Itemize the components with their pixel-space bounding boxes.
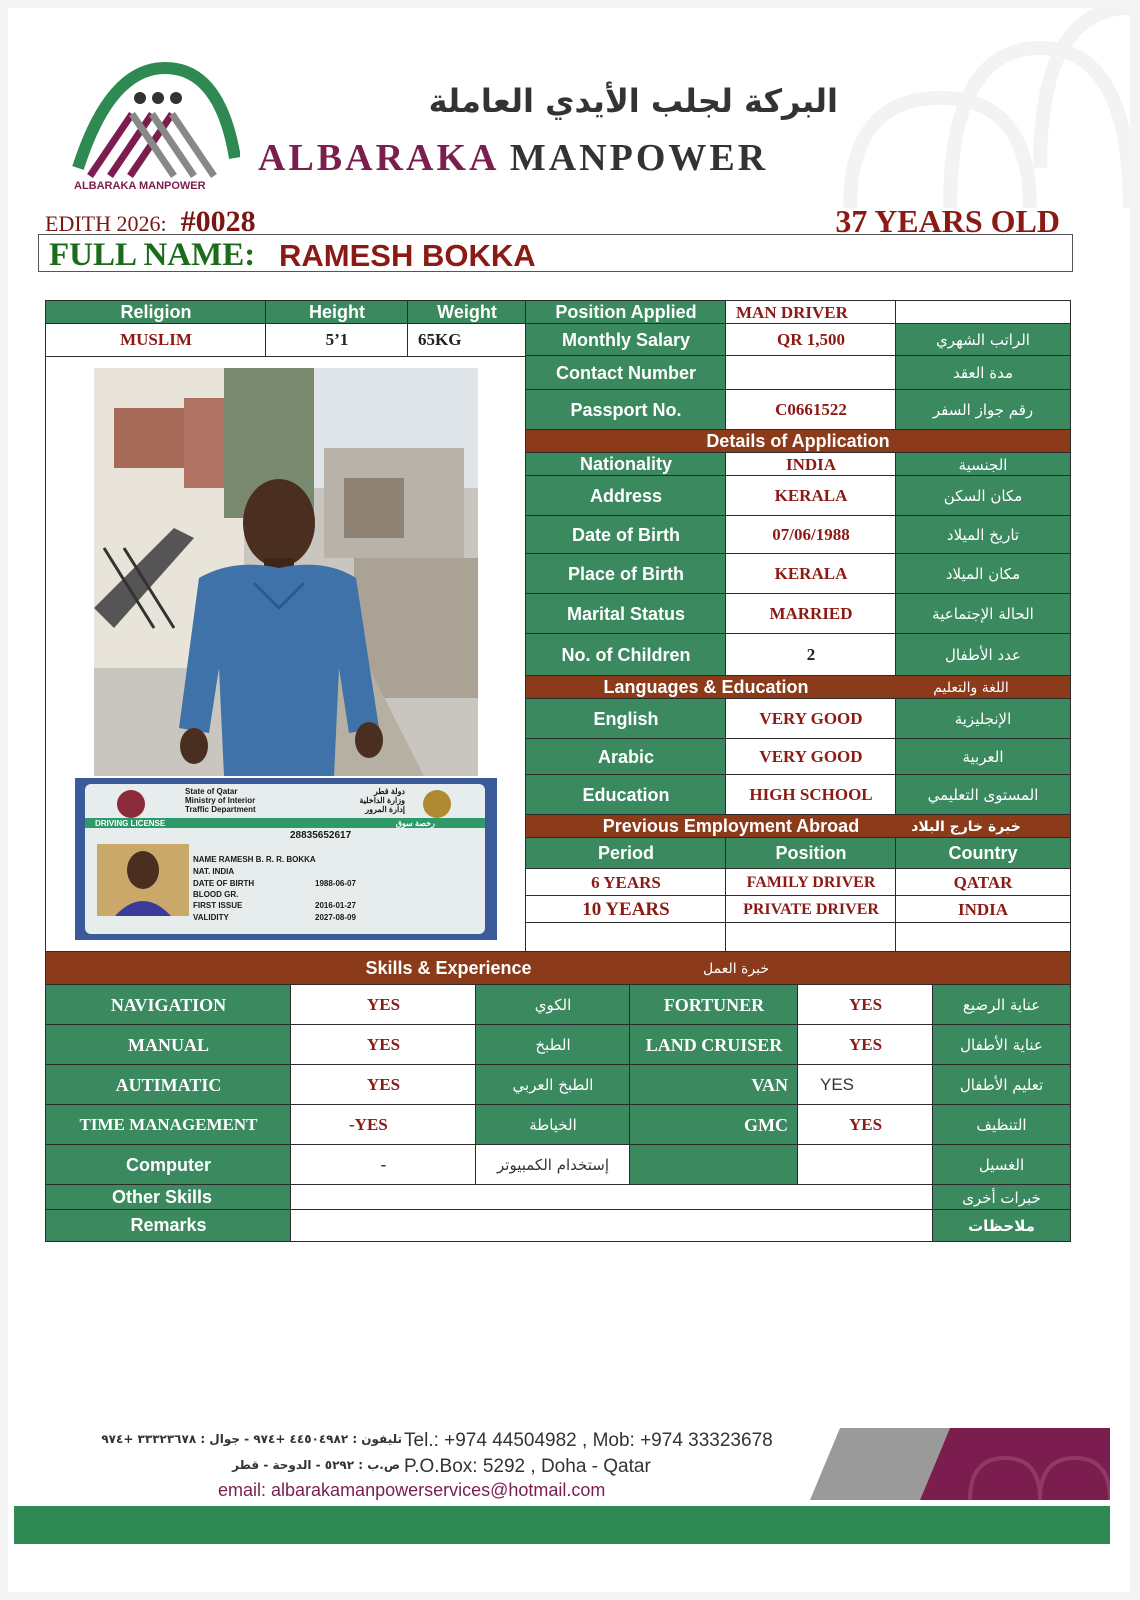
position-applied-label: Position Applied <box>525 300 727 325</box>
education-ar: المستوى التعليمي <box>895 774 1071 816</box>
skill-van: VAN <box>629 1064 799 1106</box>
arabic-ar: العربية <box>895 738 1071 776</box>
education-value: HIGH SCHOOL <box>725 774 897 816</box>
footer-po-box-arabic: ص.ب : ٥٢٩٢ - الدوحة - قطر <box>232 1458 400 1472</box>
skill-land-cruiser-value: YES <box>797 1024 934 1066</box>
license-dept-ar: إدارة المرور <box>365 805 405 814</box>
albaraka-logo-icon <box>70 58 240 198</box>
religion-value: MUSLIM <box>45 323 267 357</box>
applicant-photo <box>94 368 478 776</box>
other-skills-label: Other Skills <box>45 1184 292 1211</box>
nationality-value: INDIA <box>725 452 897 477</box>
languages-heading <box>525 675 1071 700</box>
decorative-pattern <box>830 8 1130 208</box>
license-name: NAME RAMESH B. R. R. BOKKA <box>193 855 316 864</box>
license-state-ar: دولة قطر <box>373 787 405 796</box>
license-title: DRIVING LICENSE <box>95 819 166 828</box>
height-value: 5’1 <box>265 323 409 357</box>
remarks-value <box>290 1209 934 1242</box>
employment-position-2: PRIVATE DRIVER <box>725 895 897 924</box>
skill-navigation-value: YES <box>290 984 477 1026</box>
passport-label: Passport No. <box>525 389 727 431</box>
skill-manual-ar: الطبخ <box>475 1024 631 1066</box>
skill-computer: Computer <box>45 1144 292 1186</box>
full-name-value: RAMESH BOKKA <box>279 238 536 273</box>
footer-phone-arabic: تليفون : ٤٤٥٠٤٩٨٢ +٩٧٤ - جوال : ٣٣٣٢٣٦٧٨ +٩٧٤ <box>101 1432 402 1446</box>
nationality-ar: الجنسية <box>895 452 1071 477</box>
employment-heading-ar: خبرة خارج البلاد <box>911 818 1021 835</box>
age: 37 YEARS OLD <box>835 203 1060 239</box>
height-header: Height <box>265 300 409 325</box>
company-name-english <box>258 136 838 180</box>
position-applied-blank <box>895 300 1071 325</box>
driving-license-image <box>75 778 497 940</box>
edition-label: EDITH 2026: <box>45 211 167 236</box>
license-ministry-ar: وزارة الداخلية <box>359 796 405 805</box>
children-value: 2 <box>725 633 897 677</box>
english-label: English <box>525 698 727 740</box>
license-validity-label: VALIDITY <box>193 913 229 922</box>
skill-automatic-value: YES <box>290 1064 477 1106</box>
skill-time-management-ar: الخياطة <box>475 1104 631 1146</box>
skill-automatic: AUTIMATIC <box>45 1064 292 1106</box>
marital-status-value: MARRIED <box>725 593 897 635</box>
languages-heading-text: Languages & Education <box>603 677 809 697</box>
children-label: No. of Children <box>525 633 727 677</box>
skill-van-ar: تعليم الأطفال <box>932 1064 1071 1106</box>
license-issue-label: FIRST ISSUE <box>193 901 243 910</box>
education-label: Education <box>525 774 727 816</box>
skill-computer-value: - <box>290 1144 477 1186</box>
skill-time-management-value: -YES <box>290 1104 477 1146</box>
employment-country-1: QATAR <box>895 868 1071 897</box>
languages-heading-ar: اللغة والتعليم <box>933 679 1009 696</box>
marital-status-label: Marital Status <box>525 593 727 635</box>
weight-header: Weight <box>407 300 527 325</box>
application-heading: Details of Application <box>525 429 1071 454</box>
company-name-word-1: ALBARAKA <box>258 137 498 179</box>
arabic-value: VERY GOOD <box>725 738 897 776</box>
logo-caption: ALBARAKA MANPOWER <box>74 180 206 192</box>
skill-navigation: NAVIGATION <box>45 984 292 1026</box>
company-name-word-2: MANPOWER <box>509 137 769 179</box>
footer-band <box>14 1506 1110 1544</box>
period-header: Period <box>525 837 727 870</box>
skills-heading <box>45 951 1071 986</box>
license-dept: Traffic Department <box>185 805 256 814</box>
license-ministry: Ministry of Interior <box>185 796 256 805</box>
skill-navigation-ar: الكوي <box>475 984 631 1026</box>
cv-number: #0028 <box>180 205 256 238</box>
employment-heading <box>525 814 1071 839</box>
pob-ar: مكان الميلاد <box>895 553 1071 595</box>
full-name-box <box>38 234 1073 272</box>
contact-number-value <box>725 355 897 391</box>
arabic-label: Arabic <box>525 738 727 776</box>
skill-automatic-ar: الطبخ العربي <box>475 1064 631 1106</box>
employment-blank-3 <box>895 922 1071 953</box>
license-issue: 2016-01-27 <box>315 901 356 910</box>
pob-value: KERALA <box>725 553 897 595</box>
skill-manual: MANUAL <box>45 1024 292 1066</box>
skill-van-value: YES <box>797 1064 934 1106</box>
skill-fortuner-value: YES <box>797 984 934 1026</box>
skill-gmc-ar: التنظيف <box>932 1104 1071 1146</box>
children-ar: عدد الأطفال <box>895 633 1071 677</box>
employment-heading-text: Previous Employment Abroad <box>602 816 860 836</box>
monthly-salary-value: QR 1,500 <box>725 323 897 357</box>
license-dob: 1988-06-07 <box>315 879 356 888</box>
license-number: 28835652617 <box>290 830 352 841</box>
full-name-label: FULL NAME: <box>49 237 256 273</box>
english-value: VERY GOOD <box>725 698 897 740</box>
employment-blank-2 <box>725 922 897 953</box>
passport-ar: رقم جواز السفر <box>895 389 1071 431</box>
address-ar: مكان السكن <box>895 475 1071 517</box>
skill-laundry-ar: الغسيل <box>932 1144 1071 1186</box>
skill-fortuner: FORTUNER <box>629 984 799 1026</box>
employment-position-1: FAMILY DRIVER <box>725 868 897 897</box>
footer-po-box: P.O.Box: 5292 , Doha - Qatar <box>404 1456 651 1477</box>
license-state: State of Qatar <box>185 787 238 796</box>
skill-land-cruiser-ar: عناية الأطفال <box>932 1024 1071 1066</box>
religion-header: Religion <box>45 300 267 325</box>
license-dob-label: DATE OF BIRTH <box>193 879 255 888</box>
english-ar: الإنجليزية <box>895 698 1071 740</box>
contact-number-label: Contact Number <box>525 355 727 391</box>
skill-gmc: GMC <box>629 1104 799 1146</box>
dob-value: 07/06/1988 <box>725 515 897 555</box>
skill-land-cruiser: LAND CRUISER <box>629 1024 799 1066</box>
license-validity: 2027-08-09 <box>315 913 356 922</box>
nationality-label: Nationality <box>525 452 727 477</box>
company-name-arabic: البركة لجلب الأيدي العاملة <box>428 82 838 120</box>
skill-computer-ar: إستخدام الكمبيوتر <box>475 1144 631 1186</box>
license-blood-label: BLOOD GR. <box>193 890 239 899</box>
footer-email: email: albarakamanpowerservices@hotmail.com <box>218 1480 606 1500</box>
monthly-salary-label: Monthly Salary <box>525 323 727 357</box>
employment-country-2: INDIA <box>895 895 1071 924</box>
dob-label: Date of Birth <box>525 515 727 555</box>
footer-decoration <box>800 1428 1110 1500</box>
employment-period-2: 10 YEARS <box>525 895 727 924</box>
other-skills-ar: خبرات أخرى <box>932 1184 1071 1211</box>
weight-value: 65KG <box>407 323 527 357</box>
skills-heading-text: Skills & Experience <box>365 958 532 978</box>
position-header: Position <box>725 837 897 870</box>
skill-manual-value: YES <box>290 1024 477 1066</box>
license-nat: NAT. INDIA <box>193 867 235 876</box>
other-skills-value <box>290 1184 934 1211</box>
remarks-label: Remarks <box>45 1209 292 1242</box>
marital-status-ar: الحالة الإجتماعية <box>895 593 1071 635</box>
contact-number-ar: مدة العقد <box>895 355 1071 391</box>
skill-gmc-value: YES <box>797 1104 934 1146</box>
employment-blank-1 <box>525 922 727 953</box>
address-value: KERALA <box>725 475 897 517</box>
footer-phone: Tel.: +974 44504982 , Mob: +974 33323678 <box>404 1430 773 1451</box>
position-applied-value: MAN DRIVER <box>725 300 897 325</box>
skill-time-management: TIME MANAGEMENT <box>45 1104 292 1146</box>
remarks-ar: ملاحظات <box>932 1209 1071 1242</box>
monthly-salary-ar: الراتب الشهري <box>895 323 1071 357</box>
dob-ar: تاريخ الميلاد <box>895 515 1071 555</box>
skill-fortuner-ar: عناية الرضيع <box>932 984 1071 1026</box>
country-header: Country <box>895 837 1071 870</box>
passport-value: C0661522 <box>725 389 897 431</box>
employment-period-1: 6 YEARS <box>525 868 727 897</box>
skills-heading-ar: خبرة العمل <box>703 960 769 977</box>
address-label: Address <box>525 475 727 517</box>
license-title-ar: رخصة سوق <box>395 819 435 828</box>
pob-label: Place of Birth <box>525 553 727 595</box>
skill-blank-label <box>629 1144 799 1186</box>
skill-blank-value <box>797 1144 934 1186</box>
